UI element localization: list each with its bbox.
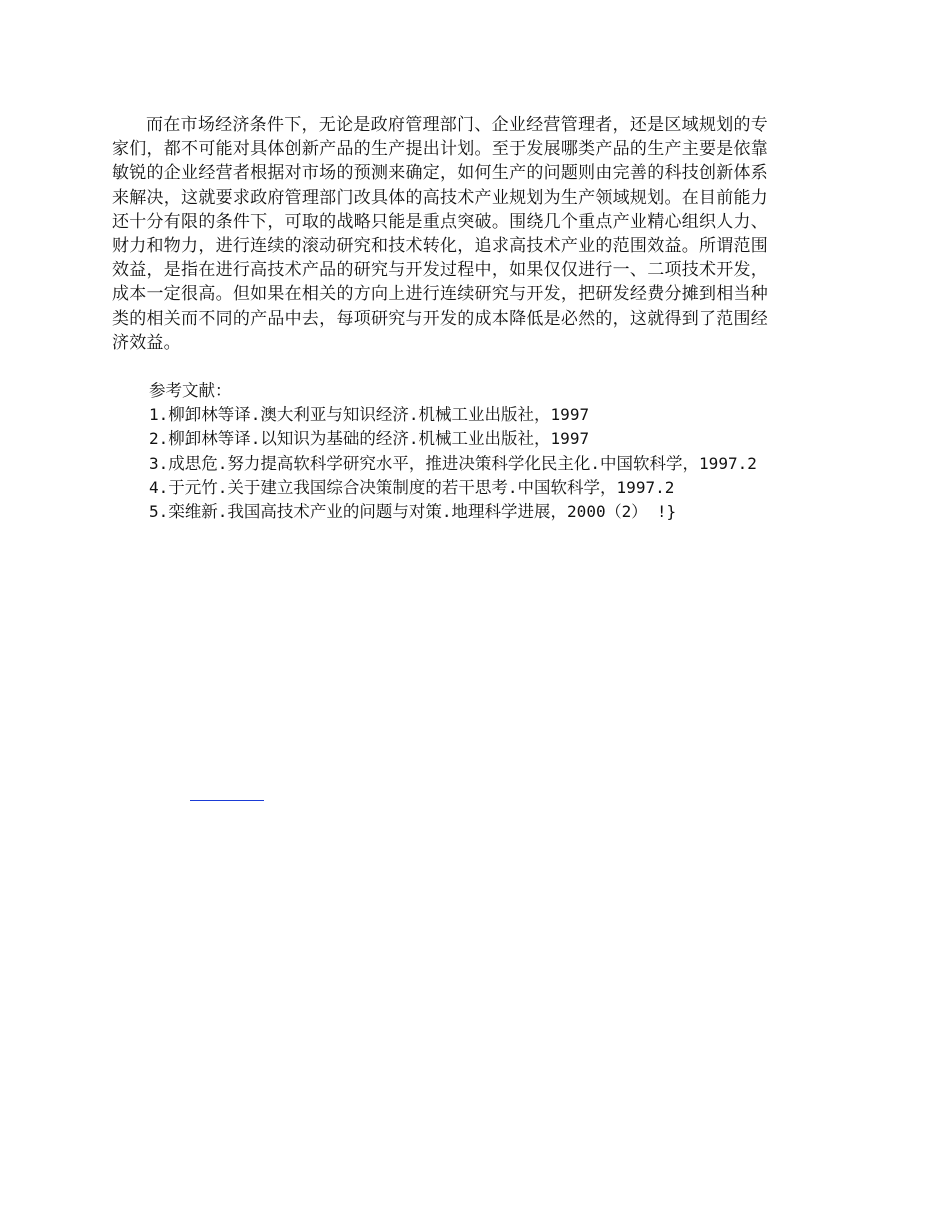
reference-item: 3.成思危.努力提高软科学研究水平，推进决策科学化民主化.中国软科学，1997.2 <box>149 453 757 473</box>
references-section <box>112 379 768 524</box>
document-page <box>112 113 768 524</box>
footnote-separator-line <box>190 800 264 801</box>
reference-item: 2.柳卸林等译.以知识为基础的经济.机械工业出版社，1997 <box>149 429 590 449</box>
reference-item: 4.于元竹.关于建立我国综合决策制度的若干思考.中国软科学，1997.2 <box>149 477 675 497</box>
reference-item: 5.栾维新.我国高技术产业的问题与对策.地理科学进展，2000（2） !} <box>149 502 677 522</box>
reference-item: 1.柳卸林等译.澳大利亚与知识经济.机械工业出版社，1997 <box>149 405 590 425</box>
body-paragraph: 而在市场经济条件下，无论是政府管理部门、企业经营管理者，还是区域规划的专家们，都不可能对具体创新产品的生产提出计划。至于发展哪类产品的生产主要是依靠敏锐的企业经营者根据对市场的预测来确定，如何生产的问题则由完善的科技创新体系来解决，这就要求政府管理部门改具体的高技术产业规划为生产领域规划。在目前能力还十分有限的条件下，可取的战略只能是重点突破。围绕几个重点产业精心组织人力、财力和物力，进行连续的滚动研究和技术转化，追求高技术产业的范围效益。所谓范围效益，是指在进行高技术产品的研究与开发过程中，如果仅仅进行一、二项技术开发，成本一定很高。但如果在相关的方向上进行连续研究与开发，把研发经费分摊到相当种类的相关而不同的产品中去，每项研究与开发的成本降低是必然的，这就得到了范围经济效益。 <box>112 115 768 353</box>
references-title: 参考文献： <box>149 381 232 401</box>
